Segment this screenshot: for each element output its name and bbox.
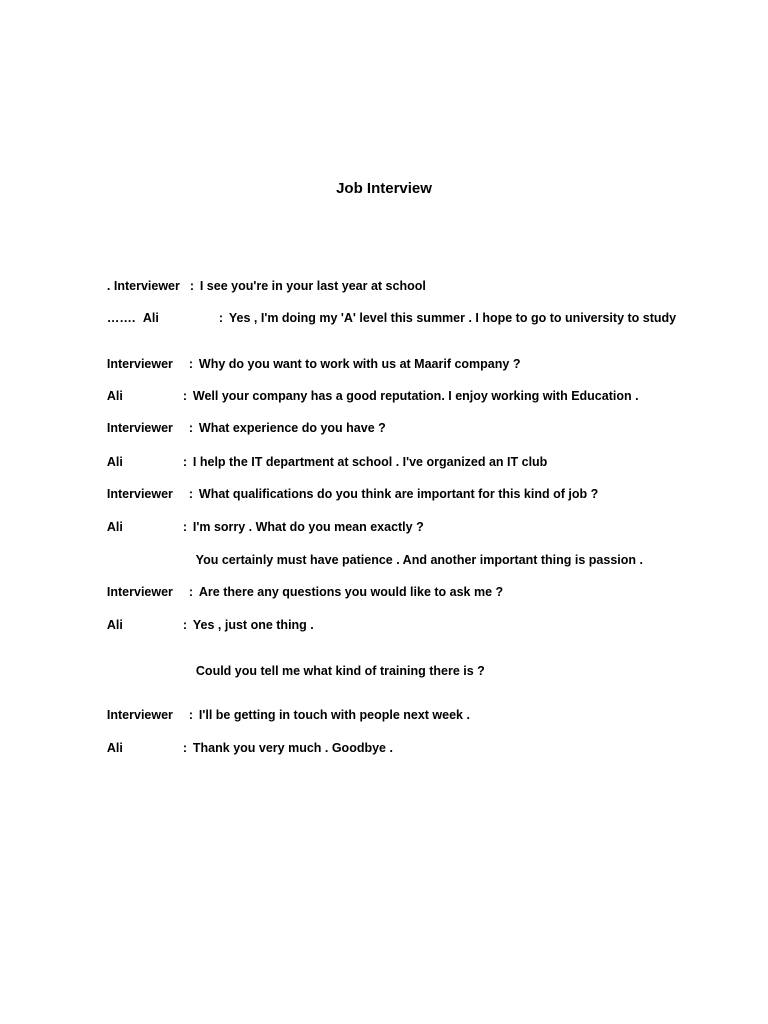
dialogue-line: Interviewer : What experience do you have ? (106, 421, 386, 435)
line-text: Why do you want to work with us at Maarif company ? (198, 357, 521, 371)
dialogue-line: Interviewer : Why do you want to work with us at Maarif company ? (106, 357, 521, 371)
line-text: I help the IT department at school . I've organized an IT club (192, 455, 548, 469)
speaker-name: Ali (142, 311, 159, 325)
line-text: Yes , I'm doing my 'A' level this summer . I hope to go to university to study (228, 311, 677, 325)
speaker-name: Interviewer (113, 279, 180, 293)
dialogue-line: Interviewer : Are there any questions you would like to ask me ? (106, 585, 504, 599)
line-prefix: . (106, 279, 114, 293)
line-text: I see you're in your last year at school (199, 279, 426, 293)
speaker-name: Interviewer (106, 357, 173, 371)
line-text: You certainly must have patience . And another important thing is passion . (195, 553, 643, 567)
speaker-name: Interviewer (106, 487, 173, 501)
speaker-name: Interviewer (106, 708, 173, 722)
line-text: Well your company has a good reputation. I enjoy working with Education . (192, 389, 639, 403)
dialogue-line: ……. Ali : Yes , I'm doing my 'A' level this summer . I hope to go to university to study (106, 311, 677, 325)
speaker-name: Ali (106, 520, 123, 534)
line-text: What experience do you have ? (198, 421, 386, 435)
dialogue-line: Ali : Thank you very much . Goodbye . (106, 741, 393, 755)
dialogue-line: Ali : I help the IT department at school . I've organized an IT club (106, 455, 548, 469)
dialogue-line: Ali : Well your company has a good reputation. I enjoy working with Education . (106, 389, 639, 403)
dialogue-line: Ali : I'm sorry . What do you mean exactly ? (106, 520, 424, 534)
dialogue-line: Interviewer : What qualifications do you think are important for this kind of job ? (106, 487, 599, 501)
dialogue-line: . Interviewer : I see you're in your last year at school (106, 279, 426, 293)
speaker-name: Ali (106, 618, 123, 632)
speaker-name: Ali (106, 741, 123, 755)
line-prefix: ……. (106, 311, 139, 325)
line-text: Are there any questions you would like to ask me ? (198, 585, 504, 599)
line-text: Thank you very much . Goodbye . (192, 741, 393, 755)
speaker-name: Interviewer (106, 421, 173, 435)
speaker-name: Ali (106, 455, 123, 469)
line-text: I'll be getting in touch with people next week . (198, 708, 470, 722)
line-text: I'm sorry . What do you mean exactly ? (192, 520, 424, 534)
dialogue-line: Interviewer : I'll be getting in touch with people next week . (106, 708, 470, 722)
document-title: Job Interview (336, 180, 432, 197)
line-text: Yes , just one thing . (192, 618, 314, 632)
line-text: Could you tell me what kind of training there is ? (195, 664, 485, 678)
speaker-name: Ali (106, 389, 123, 403)
speaker-name: Interviewer (106, 585, 173, 599)
dialogue-line: Ali : Yes , just one thing . (106, 618, 314, 632)
dialogue-continuation (182, 647, 485, 695)
line-text: What qualifications do you think are important for this kind of job ? (198, 487, 599, 501)
